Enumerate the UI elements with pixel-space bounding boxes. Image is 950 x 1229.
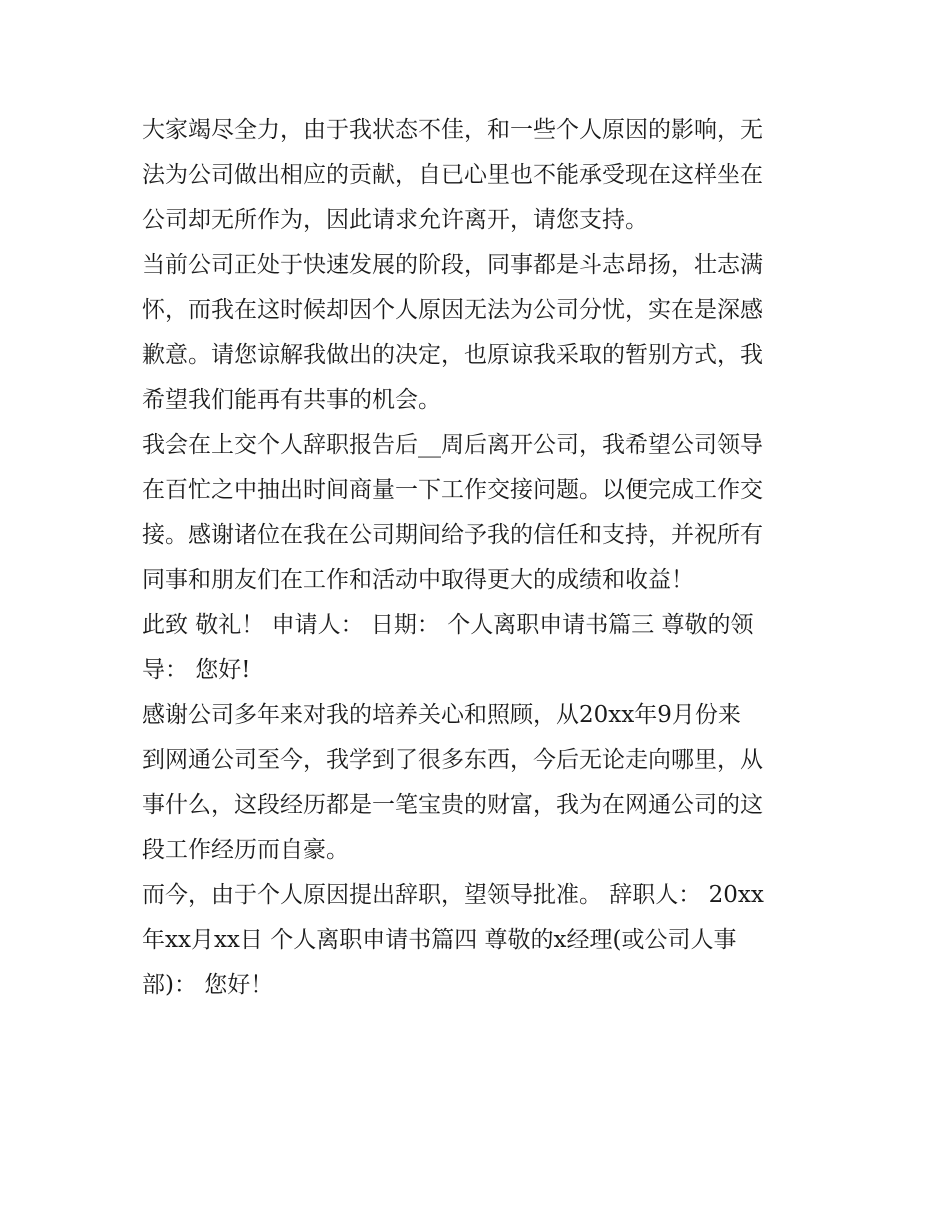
text-line: 感谢公司多年来对我的培养关心和照顾，从20xx年9月份来 — [142, 702, 741, 728]
text-line: 怀，而我在这时候却因个人原因无法为公司分忧，实在是深感 — [142, 297, 763, 323]
text-line: 法为公司做出相应的贡献，自已心里也不能承受现在这样坐在 — [142, 162, 763, 188]
text-line: 同事和朋友们在工作和活动中取得更大的成绩和收益！ — [142, 567, 694, 593]
text-line: 当前公司正处于快速发展的阶段，同事都是斗志昂扬，壮志满 — [142, 252, 763, 278]
text-line: 而今，由于个人原因提出辞职，望领导批准。 辞职人： 20xx — [142, 882, 764, 908]
paragraph-2 — [142, 243, 822, 423]
text-line: 段工作经历而自豪。 — [142, 837, 349, 863]
text-line: 大家竭尽全力，由于我状态不佳，和一些个人原因的影响，无 — [142, 117, 763, 143]
paragraph-6 — [142, 873, 822, 1008]
document-body — [142, 108, 822, 1008]
text-line: 我会在上交个人辞职报告后__周后离开公司，我希望公司领导 — [142, 432, 763, 458]
text-line: 此致 敬礼！ 申请人： 日期： 个人离职申请书篇三 尊敬的领 — [142, 612, 754, 638]
text-line: 部)： 您好！ — [142, 972, 274, 998]
paragraph-1 — [142, 108, 822, 243]
text-line: 事什么，这段经历都是一笔宝贵的财富，我为在网通公司的这 — [142, 792, 763, 818]
paragraph-4 — [142, 603, 822, 693]
text-line: 到网通公司至今，我学到了很多东西，今后无论走向哪里，从 — [142, 747, 763, 773]
paragraph-3 — [142, 423, 822, 603]
text-line: 在百忙之中抽出时间商量一下工作交接问题。以便完成工作交 — [142, 477, 763, 503]
text-line: 导： 您好! — [142, 657, 251, 683]
text-line: 年xx月xx日 个人离职申请书篇四 尊敬的x经理(或公司人事 — [142, 927, 737, 953]
text-line: 希望我们能再有共事的机会。 — [142, 387, 441, 413]
text-line: 接。感谢诸位在我在公司期间给予我的信任和支持，并祝所有 — [142, 522, 763, 548]
text-line: 公司却无所作为，因此请求允许离开，请您支持。 — [142, 207, 648, 233]
text-line: 歉意。请您谅解我做出的决定，也原谅我采取的暂别方式，我 — [142, 342, 763, 368]
paragraph-5 — [142, 693, 822, 873]
